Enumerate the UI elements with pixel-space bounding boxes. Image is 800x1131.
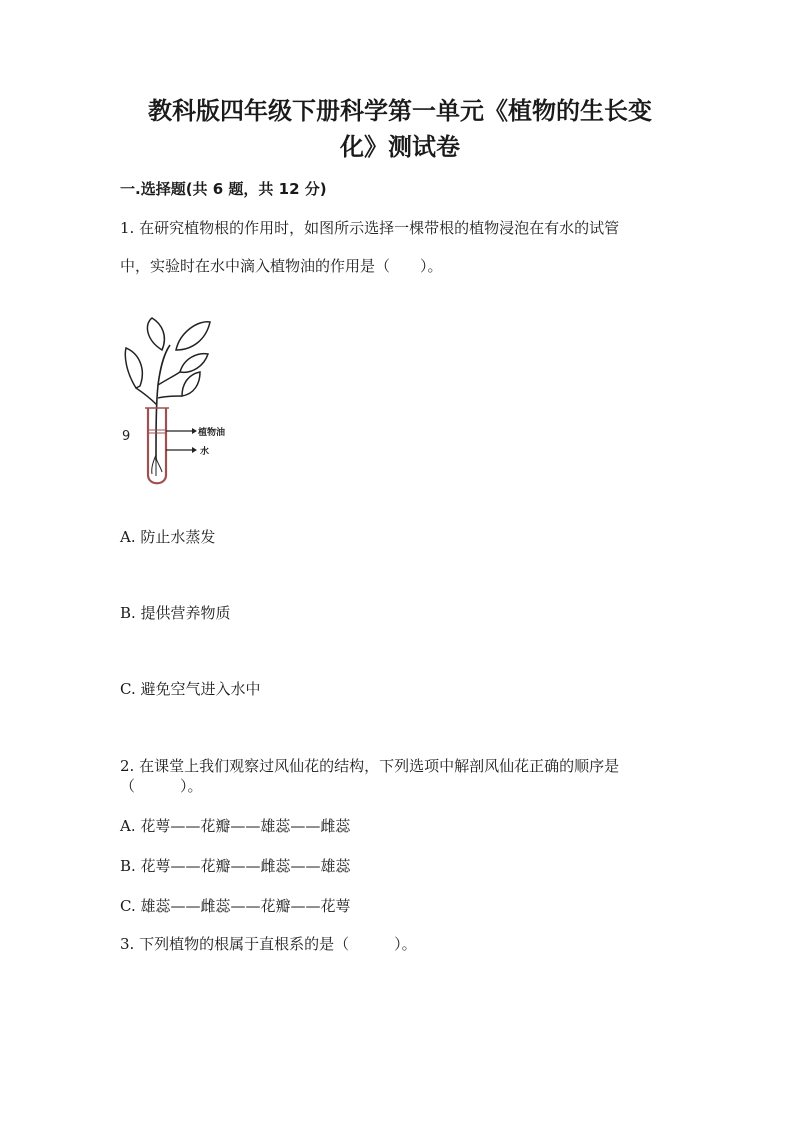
figure-water-label: 水 — [200, 447, 210, 457]
section-heading: 一.选择题(共 6 题，共 12 分) — [120, 180, 327, 198]
question-2-option-a: A. 花萼——花瓣——雄蕊——雌蕊 — [120, 817, 351, 835]
title-line-1: 教科版四年级下册科学第一单元《植物的生长变 — [148, 97, 652, 125]
question-1-option-a: A. 防止水蒸发 — [120, 528, 216, 546]
question-3-line-1: 3. 下列植物的根属于直根系的是（ ）。 — [120, 935, 417, 953]
question-1-line-1: 1. 在研究植物根的作用时，如图所示选择一棵带根的植物浸泡在有水的试管 — [120, 219, 620, 237]
question-2-line-1: 2. 在课堂上我们观察过风仙花的结构，下列选项中解剖风仙花正确的顺序是 — [120, 757, 620, 775]
question-2-line-2: （ ）。 — [120, 777, 203, 795]
plant-test-tube-figure — [118, 310, 248, 495]
question-1-line-2: 中，实验时在水中滴入植物油的作用是（ ）。 — [120, 257, 443, 275]
page-title — [120, 93, 680, 165]
question-2-option-c: C. 雄蕊——雌蕊——花瓣——花萼 — [120, 897, 351, 915]
plant-in-test-tube-illustration — [118, 310, 248, 495]
question-1-option-c: C. 避免空气进入水中 — [120, 680, 261, 698]
title-line-2: 化》测试卷 — [340, 133, 460, 161]
question-1-option-b: B. 提供营养物质 — [120, 604, 231, 622]
question-2-option-b: B. 花萼——花瓣——雌蕊——雄蕊 — [120, 857, 351, 875]
figure-number-label: 9 — [122, 429, 131, 444]
figure-oil-label: 植物油 — [198, 428, 226, 438]
